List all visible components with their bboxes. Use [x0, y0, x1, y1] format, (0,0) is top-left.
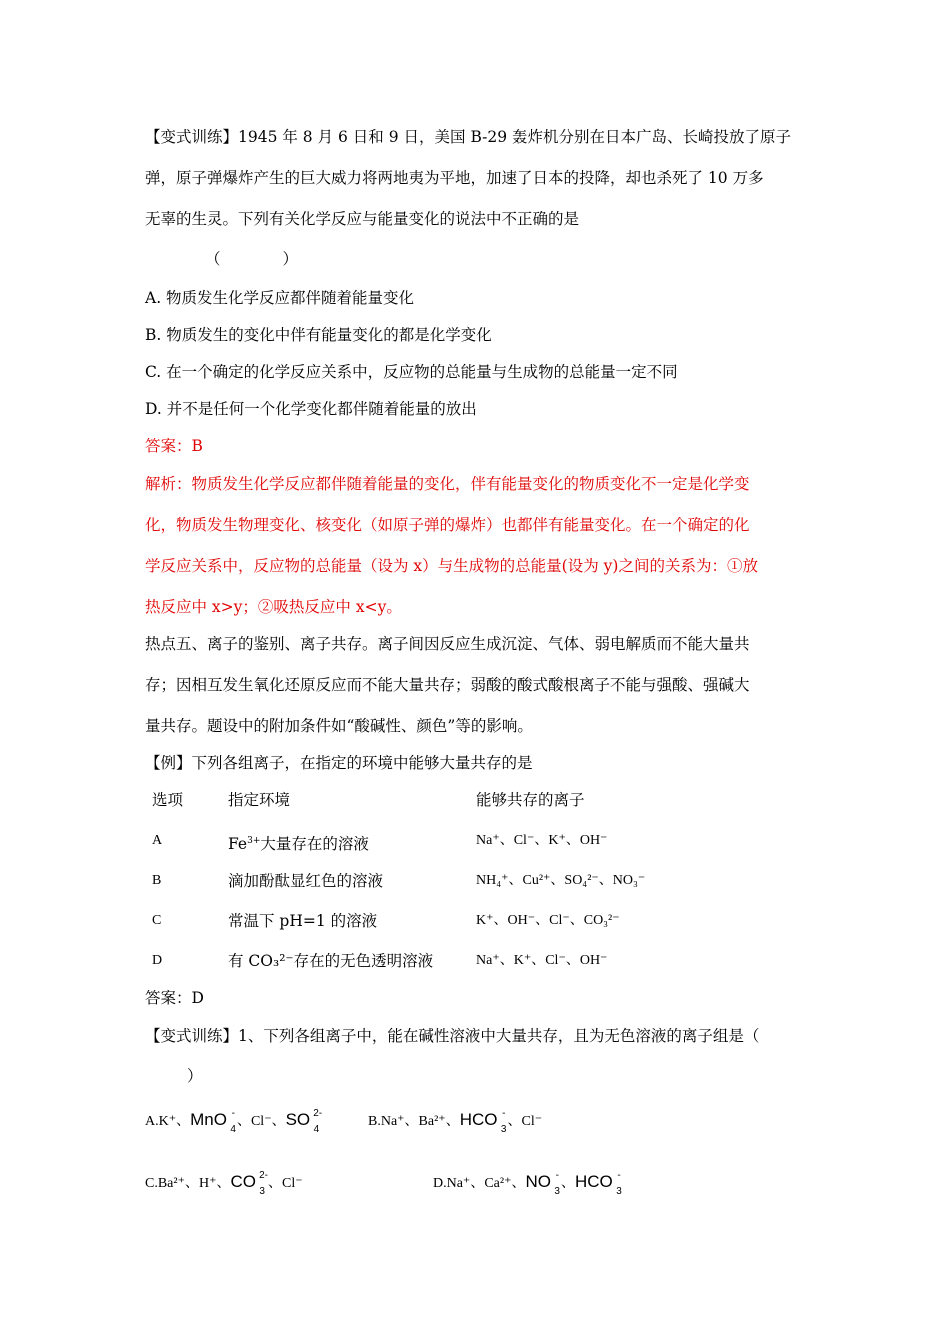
training1-line-1: 【变式训练】1945 年 8 月 6 日和 9 日，美国 B-29 轰炸机分别在日本广岛、长崎投放了原子	[145, 128, 792, 146]
table-row-a-option: A	[152, 833, 163, 848]
env-a-charge: 3+	[247, 836, 261, 846]
table-header-env: 指定环境	[228, 791, 291, 809]
training2-option-d	[433, 1168, 622, 1198]
analysis-line-3: 学反应关系中，反应物的总能量（设为 x）与生成物的总能量(设为 y)之间的关系为：①放	[145, 557, 758, 575]
hotspot-line-1: 热点五、离子的鉴别、离子共存。离子间因反应生成沉淀、气体、弱电解质而不能大量共	[145, 635, 750, 653]
bicarbonate-formula-b	[459, 1106, 507, 1135]
opt-c-suffix: 、Cl⁻	[267, 1176, 303, 1191]
carbonate-base: CO	[230, 1172, 256, 1191]
opt-b-prefix: B.Na⁺、Ba²⁺、	[368, 1114, 460, 1129]
training2-line-1: 【变式训练】1、下列各组离子中，能在碱性溶液中大量共存，且为无色溶液的离子组是（	[145, 1027, 760, 1045]
table-row-c-option: C	[152, 913, 162, 928]
table-row-d-option: D	[152, 953, 163, 968]
training1-answer: 答案：B	[145, 437, 203, 455]
sulfate-charge: 2-	[313, 1108, 323, 1119]
example-question: 【例】下列各组离子，在指定的环境中能够大量共存的是	[145, 754, 533, 772]
table-row-d-env: 有 CO₃²⁻存在的无色透明溶液	[228, 952, 434, 970]
table-row-b-env: 滴加酚酞显红色的溶液	[228, 872, 384, 890]
analysis-line-4: 热反应中 x>y；②吸热反应中 x<y。	[145, 598, 402, 616]
bicarbonate-formula-d	[574, 1168, 622, 1197]
example-answer: 答案：D	[145, 989, 204, 1007]
opt-a-prefix: A.K⁺、	[145, 1114, 191, 1129]
training2-line-2: ）	[187, 1067, 203, 1085]
table-row-b-option: B	[152, 873, 162, 888]
table-header-option: 选项	[152, 791, 184, 809]
carbonate-formula	[230, 1168, 268, 1197]
opt-c-prefix: C.Ba²⁺、H⁺、	[145, 1176, 231, 1191]
training1-line-3: 无辜的生灵。下列有关化学反应与能量变化的说法中不正确的是	[145, 210, 580, 228]
permanganate-formula	[190, 1106, 236, 1135]
opt-d-separator: 、	[560, 1176, 575, 1191]
bicarbonate-base-d: HCO	[574, 1172, 613, 1191]
option-a: A. 物质发生化学反应都伴随着能量变化	[145, 289, 415, 307]
permanganate-subscript: 4	[230, 1124, 236, 1135]
answer-blank: （ ）	[205, 250, 299, 268]
carbonate-charge: 2-	[259, 1170, 268, 1181]
training2-option-a	[145, 1106, 323, 1136]
bicarbonate-subscript-b: 3	[500, 1124, 507, 1135]
sulfate-formula	[285, 1106, 323, 1135]
table-row-c-ions: K⁺、OH⁻、Cl⁻、CO₃²⁻	[476, 913, 620, 928]
permanganate-base: MnO	[190, 1110, 227, 1129]
table-row-d-ions: Na⁺、K⁺、Cl⁻、OH⁻	[476, 953, 608, 968]
table-header-ions: 能够共存的离子	[476, 791, 585, 809]
bicarbonate-base-b: HCO	[459, 1110, 498, 1129]
nitrate-formula	[525, 1168, 560, 1197]
analysis-line-2: 化，物质发生物理变化、核变化（如原子弹的爆炸）也都伴有能量变化。在一个确定的化	[145, 516, 750, 534]
table-row-b-ions: NH₄⁺、Cu²⁺、SO₄²⁻、NO₃⁻	[476, 873, 646, 888]
analysis-line-1: 解析：物质发生化学反应都伴随着能量的变化，伴有能量变化的物质变化不一定是化学变	[145, 475, 750, 493]
env-a-text: 大量存在的溶液	[260, 835, 369, 853]
option-c: C. 在一个确定的化学反应关系中，反应物的总能量与生成物的总能量一定不同	[145, 363, 678, 381]
nitrate-subscript: 3	[554, 1186, 560, 1197]
nitrate-base: NO	[525, 1172, 551, 1191]
carbonate-subscript: 3	[259, 1186, 265, 1197]
bicarbonate-charge-b: -	[502, 1108, 506, 1119]
opt-b-suffix: 、Cl⁻	[507, 1114, 543, 1129]
hotspot-line-3: 量共存。题设中的附加条件如“酸碱性、颜色”等的影响。	[145, 717, 533, 735]
sulfate-subscript: 4	[313, 1124, 320, 1135]
permanganate-charge: -	[231, 1108, 235, 1119]
option-b: B. 物质发生的变化中伴有能量变化的都是化学变化	[145, 326, 492, 344]
opt-d-prefix: D.Na⁺、Ca²⁺、	[433, 1176, 526, 1191]
nitrate-charge: -	[555, 1170, 559, 1181]
sulfate-base: SO	[285, 1110, 311, 1129]
env-a-formula: Fe	[228, 835, 248, 853]
training2-option-b	[368, 1106, 542, 1136]
table-row-a-env	[228, 831, 369, 854]
opt-a-middle: 、Cl⁻、	[236, 1114, 286, 1129]
bicarbonate-subscript-d: 3	[616, 1186, 622, 1197]
training2-option-c	[145, 1168, 303, 1198]
hotspot-line-2: 存；因相互发生氧化还原反应而不能大量共存；弱酸的酸式酸根离子不能与强酸、强碱大	[145, 676, 750, 694]
option-d: D. 并不是任何一个化学变化都伴随着能量的放出	[145, 400, 477, 418]
table-row-a-ions: Na⁺、Cl⁻、K⁺、OH⁻	[476, 833, 608, 848]
bicarbonate-charge-d: -	[617, 1170, 621, 1181]
table-row-c-env: 常温下 pH=1 的溶液	[228, 912, 378, 930]
training1-line-2: 弹，原子弹爆炸产生的巨大威力将两地夷为平地，加速了日本的投降，却也杀死了 10 万多	[145, 169, 764, 187]
